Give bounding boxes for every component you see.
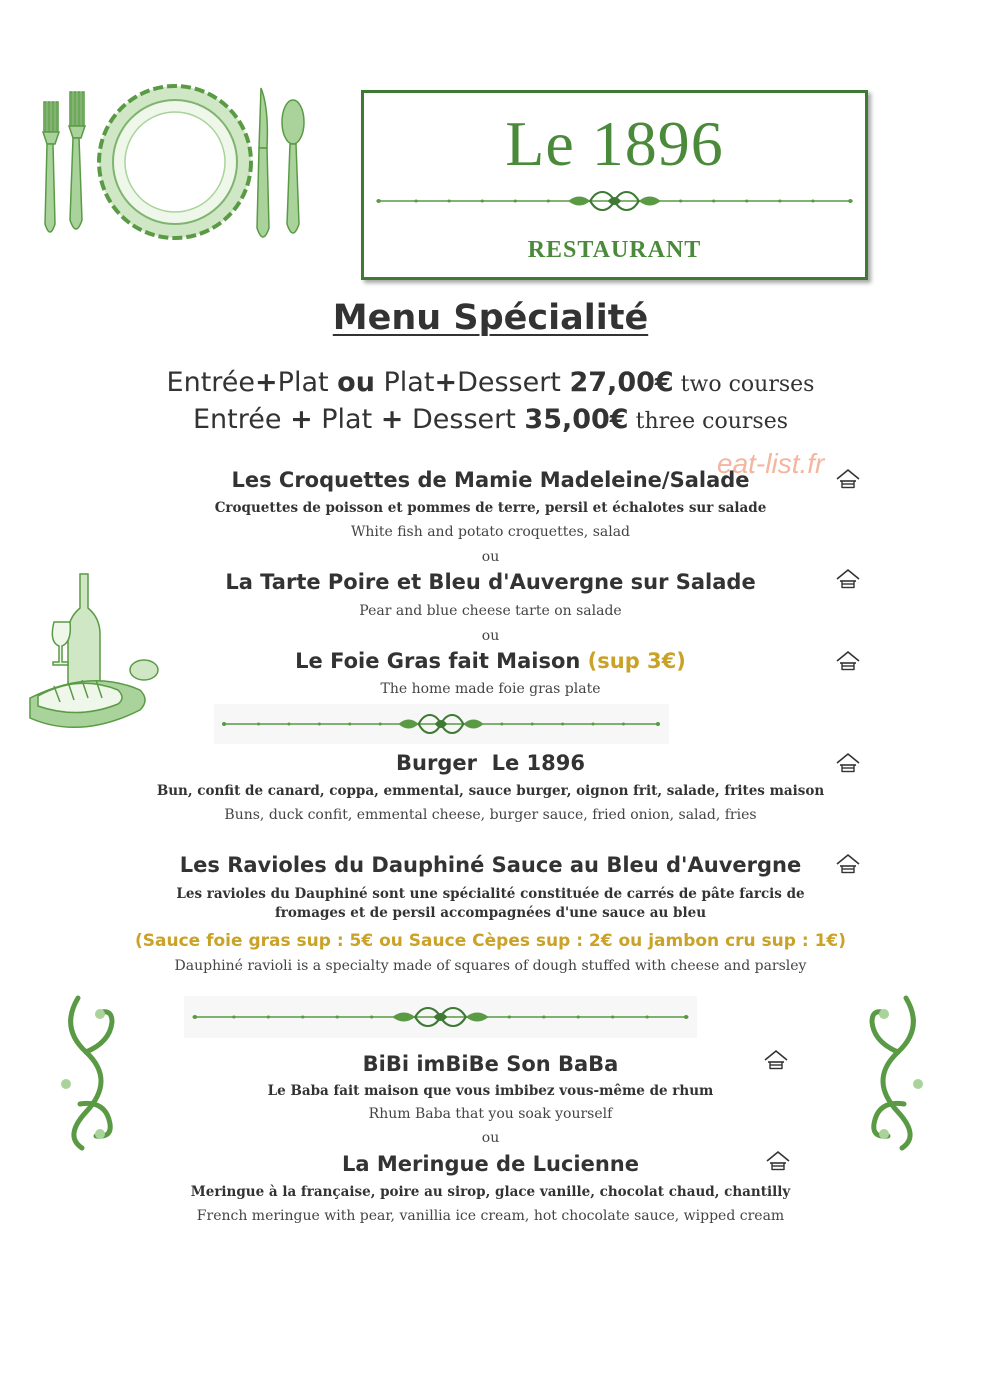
- dish-tarte-poire-desc-en: Pear and blue cheese tarte on salade: [359, 603, 622, 619]
- dish-tarte-poire: La Tarte Poire et Bleu d'Auvergne sur Salade: [225, 570, 756, 594]
- dish-ravioles-desc-fr-1: Les ravioles du Dauphiné sont une spécialité constituée de carrés de pâte farcis de: [176, 886, 805, 902]
- dish-meringue-desc-en: French meringue with pear, vanillia ice cream, hot chocolate sauce, wipped cream: [196, 1208, 785, 1224]
- section-divider: [184, 996, 697, 1038]
- dish-ravioles-supplements: (Sauce foie gras sup : 5€ ou Sauce Cèpes sup : 2€ ou jambon cru sup : 1€): [134, 931, 847, 951]
- dish-foie-gras-desc-en: The home made foie gras plate: [380, 681, 601, 697]
- dish-meringue: La Meringue de Lucienne: [342, 1152, 639, 1176]
- dish-burger-desc-fr: Bun, confit de canard, coppa, emmental, sauce burger, oignon frit, salade, frites maison: [156, 783, 825, 799]
- supplement-price: (sup 3€): [587, 649, 686, 673]
- house-icon: [835, 752, 861, 774]
- restaurant-name: Le 1896: [505, 108, 724, 179]
- dish-burger: Burger Le 1896: [396, 751, 585, 775]
- watermark: eat-list.fr: [717, 448, 825, 479]
- dish-ravioles-desc-fr-2: fromages et de persil accompagnées d'une sauce au bleu: [274, 905, 707, 921]
- dish-baba: BiBi imBiBe Son BaBa: [362, 1052, 619, 1076]
- dish-croquettes: Les Croquettes de Mamie Madeleine/Salade: [231, 468, 750, 492]
- restaurant-subtitle: RESTAURANT: [527, 237, 702, 263]
- house-icon: [765, 1150, 791, 1172]
- place-setting-illustration: [38, 82, 313, 250]
- house-icon: [835, 650, 861, 672]
- price-two-courses: Entrée+Plat ou Plat+Dessert 27,00€ two courses: [166, 367, 815, 398]
- divider-flourish: [218, 712, 664, 736]
- restaurant-logo-box: [361, 90, 868, 280]
- dish-ravioles-desc-en: Dauphiné ravioli is a specialty made of squares of dough stuffed with cheese and parsley: [174, 958, 807, 974]
- or-separator: ou: [481, 628, 500, 644]
- dish-baba-desc-en: Rhum Baba that you soak yourself: [368, 1106, 613, 1122]
- dish-burger-desc-en: Buns, duck confit, emmental cheese, burger sauce, fried onion, salad, fries: [224, 807, 757, 823]
- house-icon: [835, 468, 861, 490]
- price-three-courses: Entrée + Plat + Dessert 35,00€ three courses: [192, 404, 789, 435]
- logo-flourish: [372, 189, 857, 213]
- house-icon: [763, 1049, 789, 1071]
- house-icon: [835, 568, 861, 590]
- or-separator: ou: [481, 1130, 500, 1146]
- or-separator: ou: [481, 549, 500, 565]
- dish-meringue-desc-fr: Meringue à la française, poire au sirop, glace vanille, chocolat chaud, chantilly: [190, 1184, 791, 1200]
- section-divider: [214, 704, 669, 744]
- menu-title: Menu Spécialité: [332, 298, 649, 338]
- dish-croquettes-desc-en: White fish and potato croquettes, salad: [350, 524, 631, 540]
- divider-flourish: [188, 1005, 693, 1029]
- house-icon: [835, 853, 861, 875]
- dish-ravioles: Les Ravioles du Dauphiné Sauce au Bleu d'Auvergne: [179, 853, 802, 877]
- dish-foie-gras: Le Foie Gras fait Maison (sup 3€): [295, 649, 686, 673]
- dish-baba-desc-fr: Le Baba fait maison que vous imbibez vous-même de rhum: [267, 1083, 714, 1099]
- dish-croquettes-desc-fr: Croquettes de poisson et pommes de terre, persil et échalotes sur salade: [214, 500, 767, 516]
